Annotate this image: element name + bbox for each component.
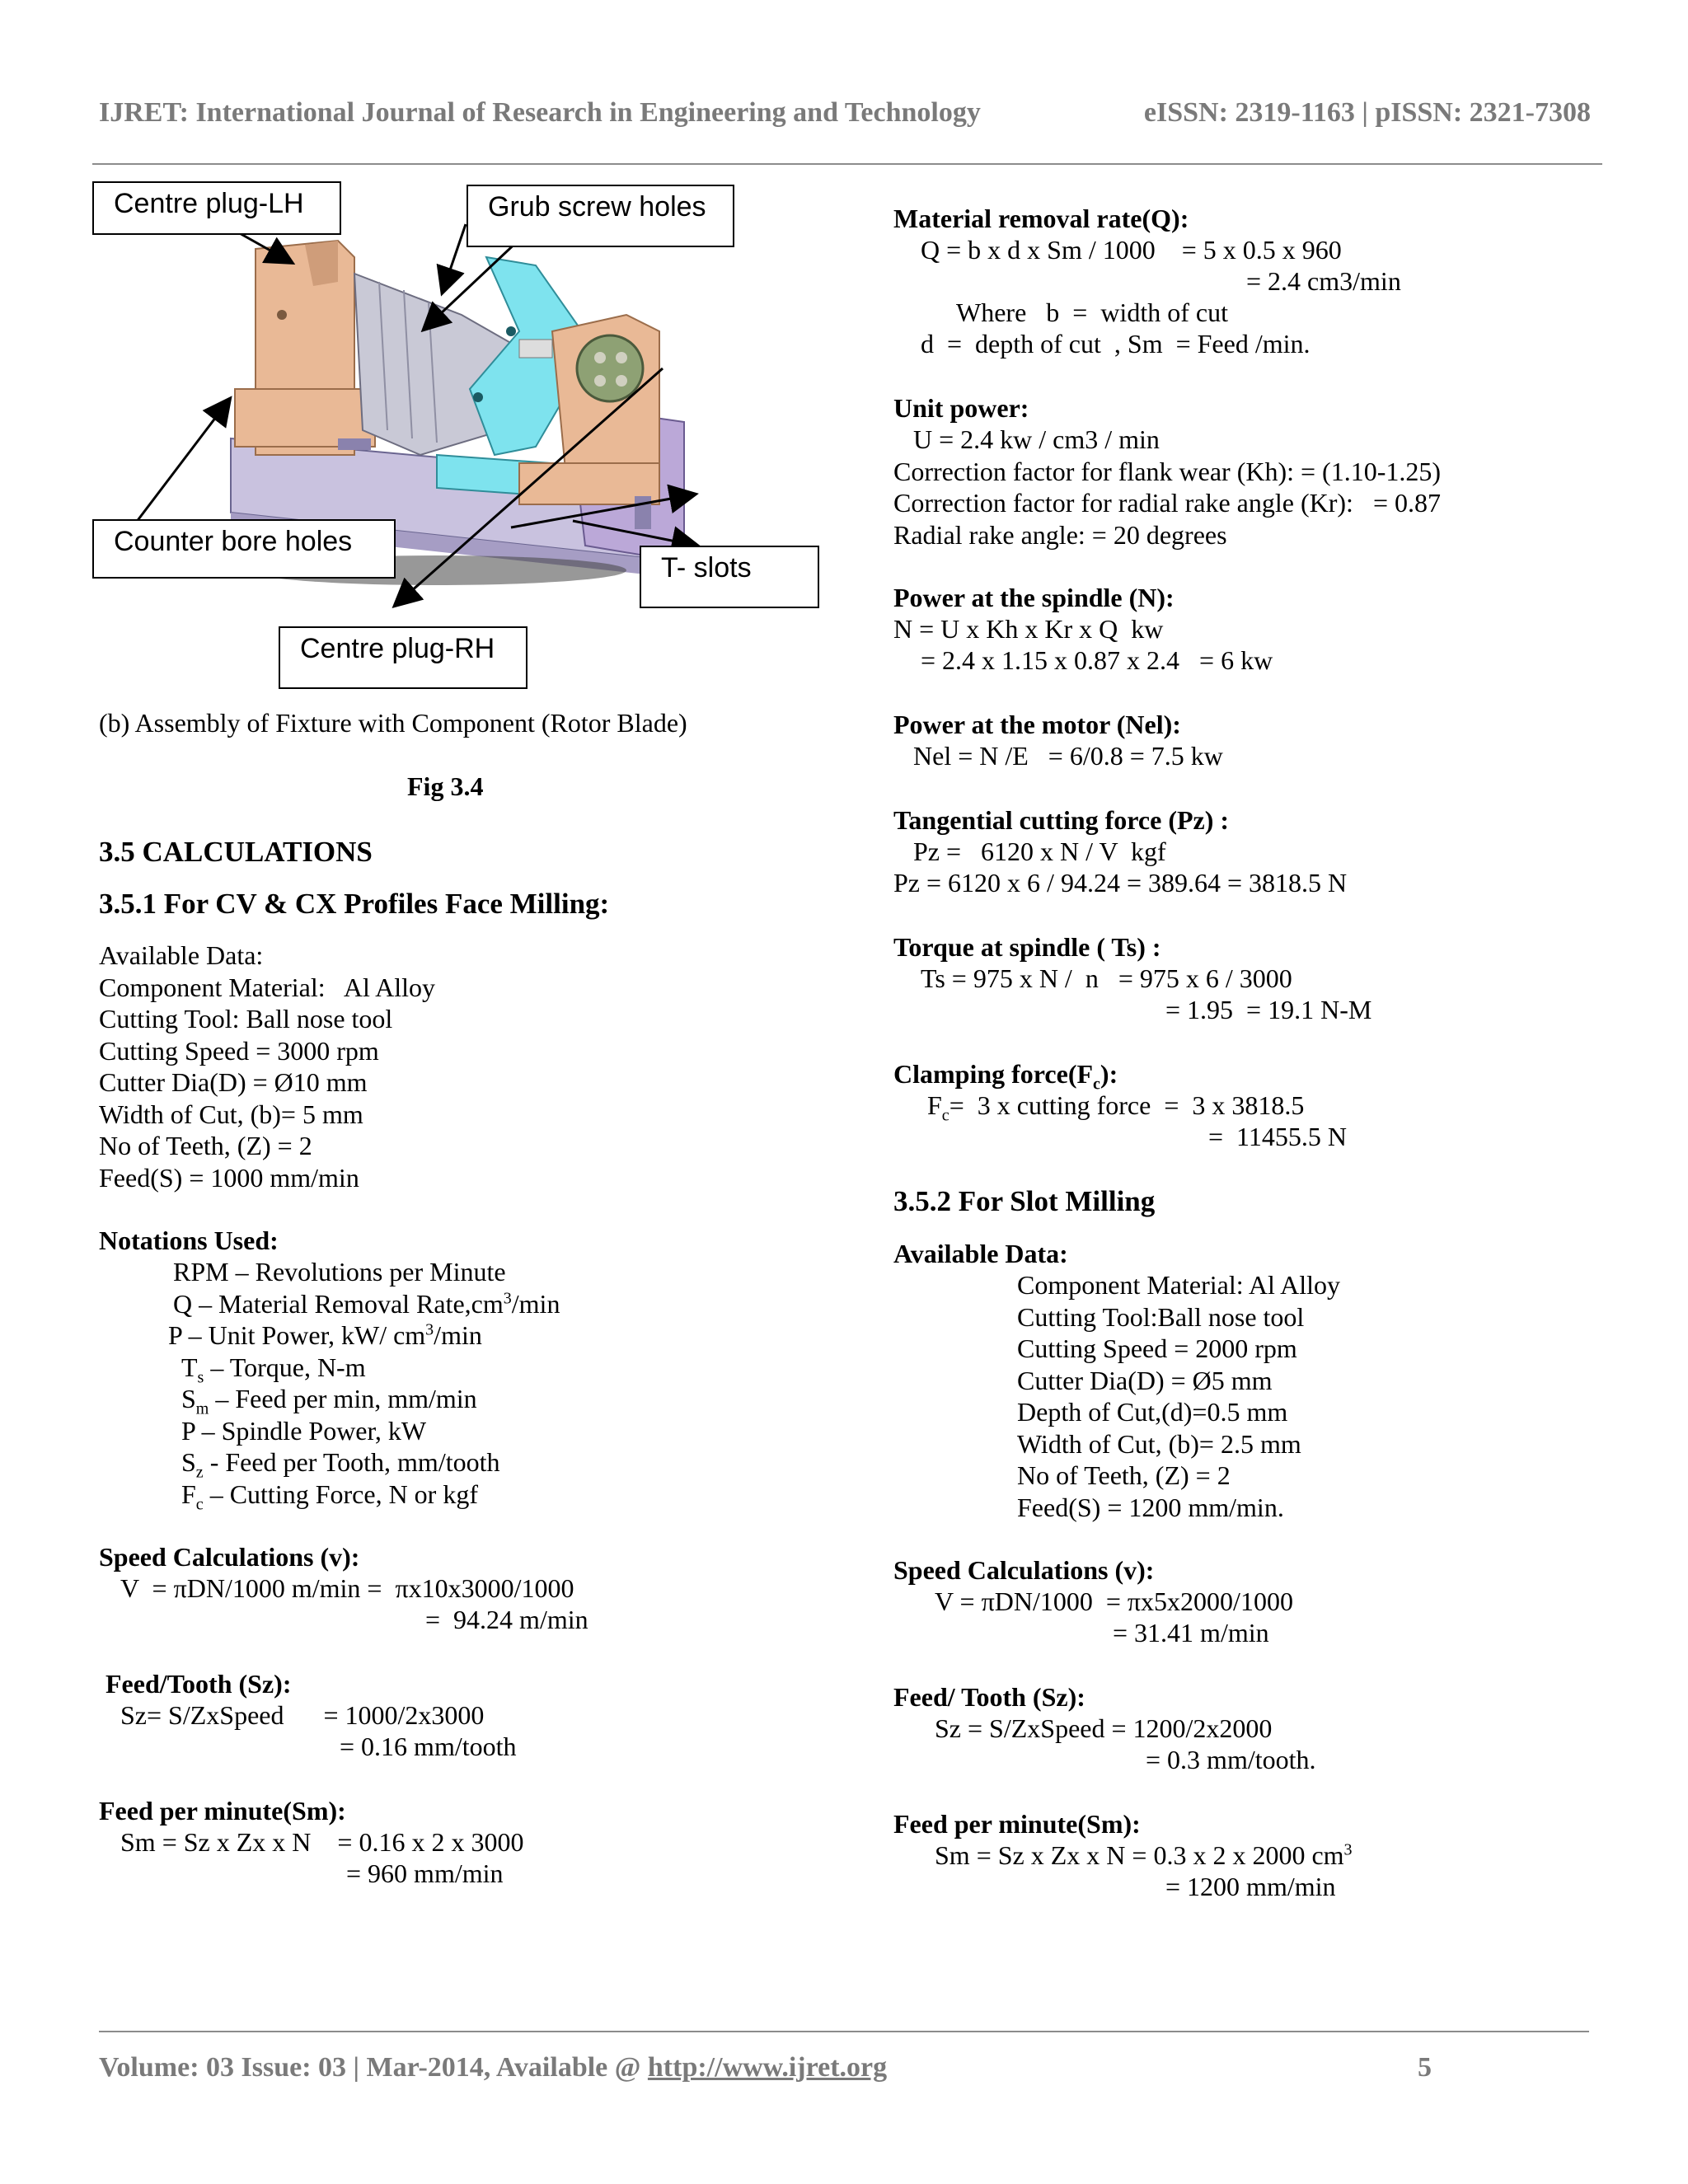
tangential-force-heading: Tangential cutting force (Pz) : — [893, 805, 1230, 835]
mrr-line-3: Where b = width of cut — [956, 298, 1228, 327]
notation-rpm: RPM – Revolutions per Minute — [173, 1257, 506, 1286]
feedmin-heading-right: Feed per minute(Sm): — [893, 1809, 1141, 1839]
data-line: Cutting Speed = 2000 rpm — [1017, 1333, 1297, 1363]
clamping-line-2: = 11455.5 N — [1208, 1122, 1347, 1151]
unit-power-block — [893, 424, 1441, 551]
data-line: Cutter Dia(D) = Ø10 mm — [99, 1067, 368, 1097]
data-line: No of Teeth, (Z) = 2 — [99, 1131, 312, 1160]
notation-p: P – Unit Power, kW/ $cm^3/\min$ — [168, 1320, 482, 1350]
data-line: No of Teeth, (Z) = 2 — [1017, 1460, 1231, 1490]
feedtooth-line-1-left: Sz= S/ZxSpeed = 1000/2x3000 — [120, 1700, 485, 1730]
clamping-force-heading: Clamping $force(F_c)$: — [893, 1059, 1118, 1094]
spindle-line-1: N = U x Kh x Kr x Q kw — [893, 614, 1164, 644]
mrr-line-4: d = depth of cut , Sm = Feed /min. — [921, 329, 1311, 359]
page-number: 5 — [1418, 2052, 1432, 2083]
callout-counter-bore-holes: Counter bore holes — [92, 519, 396, 579]
data-line: Cutter Dia(D) = Ø5 mm — [1017, 1365, 1273, 1395]
callout-centre-plug-lh: Centre plug-LH — [92, 181, 341, 235]
notation-ts: $T_s$ – Torque, N-m — [181, 1352, 366, 1386]
notations-list — [99, 1256, 560, 1513]
speed-line-2-left: = 94.24 m/min — [425, 1605, 588, 1634]
feedmin-line-1-right: Sm = Sz x Zx x N = 0.3 x 2 x 2000 $cm^3$ — [935, 1840, 1353, 1870]
torque-line-2: = 1.95 = 19.1 N-M — [1165, 995, 1372, 1024]
data-line: Width of Cut, (b)= 5 mm — [99, 1099, 363, 1129]
data-line: Cutting Tool: Ball nose tool — [99, 1004, 393, 1033]
mrr-line-1: Q = b x d x Sm / 1000 = 5 x 0.5 x 960 — [921, 235, 1342, 265]
notation-spindle: P – Spindle Power, kW — [181, 1415, 427, 1446]
data-line: Width of Cut, (b)= 2.5 mm — [1017, 1428, 1301, 1459]
issn: eISSN: 2319-1163 | pISSN: 2321-7308 — [1143, 97, 1591, 128]
feedtooth-line-1-right: Sz = S/ZxSpeed = 1200/2x2000 — [935, 1713, 1273, 1743]
journal-url-link[interactable]: http://www.ijret.org — [647, 2052, 888, 2083]
running-header — [99, 97, 1591, 129]
feedtooth-line-2-right: = 0.3 mm/tooth. — [1146, 1745, 1316, 1774]
data-line: Available Data: — [99, 940, 264, 970]
slot-available-heading: Available Data: — [893, 1239, 1068, 1268]
mrr-line-2: = 2.4 cm3/min — [1246, 266, 1401, 296]
feedmin-line-2-left: = 960 mm/min — [346, 1858, 504, 1888]
feedtooth-heading-left: Feed/Tooth (Sz): — [106, 1669, 292, 1699]
section-heading: 3.5 CALCULATIONS — [99, 836, 373, 868]
unit-line: Radial rake angle: = 20 degrees — [893, 519, 1227, 550]
subsection-heading: 3.5.1 For CV & CX Profiles Face Milling: — [99, 888, 610, 920]
data-line: Feed(S) = 1200 mm/min. — [1017, 1492, 1284, 1522]
header-rule — [92, 163, 1602, 165]
clamping-line-1: $F_c= 3$ x cutting force = 3 x 3818.5 — [927, 1090, 1305, 1125]
speed-line-2-right: = 31.41 m/min — [1113, 1618, 1269, 1647]
notation-sm: $S_m$ – Feed per min, mm/min — [181, 1384, 477, 1418]
unit-power-heading: Unit power: — [893, 393, 1029, 423]
feedtooth-line-2-left: = 0.16 mm/tooth — [340, 1732, 517, 1761]
spindle-power-heading: Power at the spindle (N): — [893, 583, 1175, 612]
feedmin-heading-left: Feed per minute(Sm): — [99, 1796, 346, 1825]
available-data-block — [99, 940, 435, 1193]
unit-line: U = 2.4 kw / cm3 / min — [893, 424, 1160, 454]
notations-heading: Notations Used: — [99, 1226, 279, 1255]
fixture-figure — [91, 183, 824, 694]
unit-line: Correction factor for flank wear (Kh): = (1.10-1.25) — [893, 456, 1442, 486]
data-line: Component Material: Al Alloy — [1017, 1270, 1340, 1300]
mrr-heading: Material removal rate(Q): — [893, 204, 1189, 233]
speed-heading-right: Speed Calculations (v): — [893, 1555, 1155, 1585]
data-line: Depth of Cut,(d)=0.5 mm — [1017, 1397, 1288, 1427]
tangential-line-1: Pz = 6120 x N / V kgf — [913, 837, 1166, 866]
callout-centre-plug-rh: Centre plug-RH — [279, 626, 528, 689]
fixture-assembly-image — [91, 183, 824, 694]
tangential-line-2: Pz = 6120 x 6 / 94.24 = 389.64 = 3818.5 N — [893, 868, 1348, 898]
feedmin-line-2-right: = 1200 mm/min — [1165, 1872, 1336, 1901]
callout-t-slots: T- slots — [640, 546, 819, 608]
feedmin-line-1-left: Sm = Sz x Zx x N = 0.16 x 2 x 3000 — [120, 1827, 524, 1857]
data-line: Feed(S) = 1000 mm/min — [99, 1162, 359, 1193]
slot-available-block — [1017, 1269, 1340, 1523]
notation-sz: $S_z$ - Feed per Tooth, mm/tooth — [181, 1447, 500, 1482]
unit-line: Correction factor for radial rake angle (Kr): = 0.87 — [893, 488, 1441, 518]
speed-heading-left: Speed Calculations (v): — [99, 1542, 360, 1572]
motor-power-heading: Power at the motor (Nel): — [893, 710, 1181, 739]
torque-line-1: Ts = 975 x N / n = 975 x 6 / 3000 — [921, 963, 1292, 993]
journal-name: IJRET: International Journal of Research in Engineering and Technology — [99, 97, 981, 128]
motor-line-1: Nel = N /E = 6/0.8 = 7.5 kw — [913, 741, 1223, 771]
torque-heading: Torque at spindle ( Ts) : — [893, 932, 1161, 962]
notation-fc: $F_c$ – Cutting Force, N or kgf — [181, 1479, 478, 1513]
speed-line-1-right: V = πDN/1000 = πx5x2000/1000 — [935, 1586, 1293, 1616]
slot-milling-heading: 3.5.2 For Slot Milling — [893, 1185, 1156, 1217]
data-line: Component Material: Al Alloy — [99, 972, 435, 1002]
feedtooth-heading-right: Feed/ Tooth (Sz): — [893, 1682, 1085, 1712]
footer-rule — [99, 2031, 1589, 2032]
data-line: Cutting Speed = 3000 rpm — [99, 1035, 379, 1066]
footer-volume: Volume: 03 Issue: 03 | Mar-2014, Available @ http://www.ijret.org — [99, 2052, 888, 2083]
speed-line-1-left: V = πDN/1000 m/min = πx10x3000/1000 — [120, 1573, 574, 1603]
callout-grub-screw-holes: Grub screw holes — [467, 185, 734, 247]
notation-q: Q – Material Removal $Rate,cm^3/\min$ — [173, 1288, 560, 1319]
figure-caption: (b) Assembly of Fixture with Component (Rotor Blade) — [99, 708, 687, 738]
data-line: Cutting Tool:Ball nose tool — [1017, 1301, 1305, 1332]
figure-label: Fig 3.4 — [407, 771, 484, 801]
spindle-line-2: = 2.4 x 1.15 x 0.87 x 2.4 = 6 kw — [921, 645, 1273, 675]
